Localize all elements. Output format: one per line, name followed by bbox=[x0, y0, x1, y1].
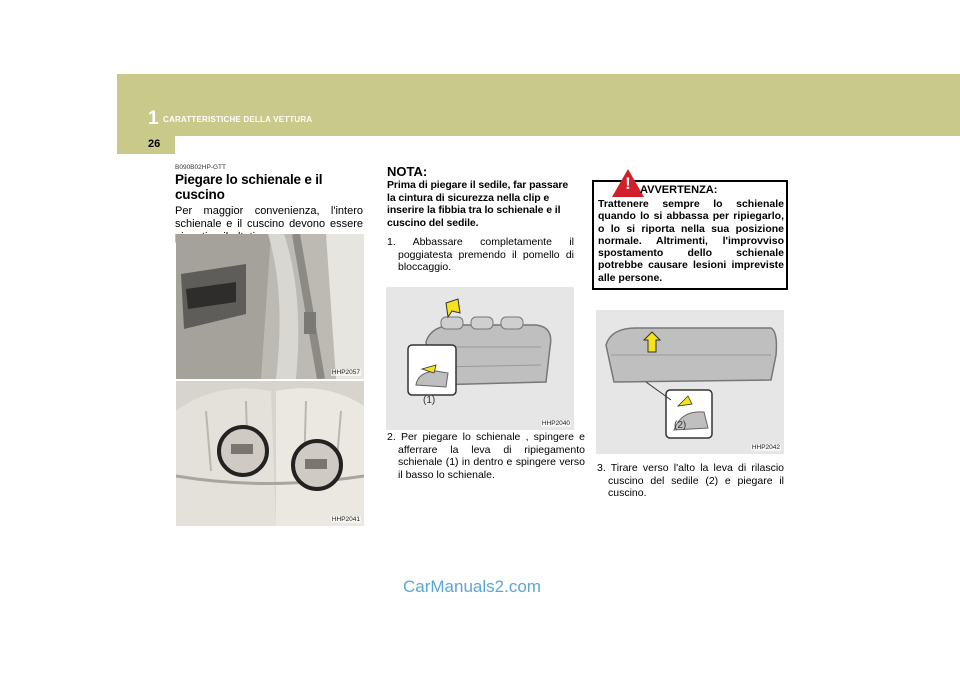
section-code: B090B02HP-GTT bbox=[175, 164, 226, 171]
section-title: Piegare lo schienale e il cuscino bbox=[175, 172, 323, 202]
section-column bbox=[175, 164, 363, 244]
note-title: NOTA: bbox=[387, 164, 428, 179]
photo-bottom-label: HHP2041 bbox=[331, 516, 360, 523]
page-number: 26 bbox=[148, 138, 161, 150]
warning-exclamation-icon: ! bbox=[625, 174, 631, 193]
warning-box bbox=[592, 174, 788, 290]
step-2: 2. Per piegare lo schienale , spingere e afferrare la leva di ripiegamento schienale (1) in dentro e spingere verso il basso lo schienale. bbox=[387, 431, 585, 481]
figure-cushion-lever bbox=[596, 310, 784, 454]
section-intro: Per maggior convenienza, l'intero schienale e il cuscino devono essere bbox=[175, 205, 363, 230]
photo-seatbelt bbox=[176, 234, 364, 379]
note-column bbox=[387, 164, 574, 274]
seatbelt-illustration bbox=[176, 234, 364, 379]
chapter-title: CARATTERISTICHE DELLA VETTURA bbox=[163, 115, 313, 124]
fig-right-label: HHP2042 bbox=[751, 444, 780, 451]
watermark: CarManuals2.com bbox=[403, 577, 541, 596]
figure-backrest-lever bbox=[386, 287, 574, 430]
seat-diagram-1 bbox=[386, 287, 574, 430]
step-1: 1. Abbassare completamente il poggiatesta premendo il pomello di bloccaggio. bbox=[387, 236, 574, 273]
seats-illustration bbox=[176, 381, 364, 526]
fig-right-callout: (2) bbox=[674, 420, 687, 431]
page-tab bbox=[117, 136, 175, 154]
header-band bbox=[117, 74, 960, 136]
photo-top-label: HHP2057 bbox=[331, 369, 360, 376]
warning-body: Trattenere sempre lo schienale quando lo si abbassa per ripiegarlo, o lo si riporta nella sua posizione normale. Altrimenti, l'improvviso spostamento dello schienale potrebbe causare lesioni impreviste alle persone. bbox=[598, 198, 784, 284]
note-body: Prima di piegare il sedile, far passare la cintura di sicurezza nella clip e inserire la fibbia tra lo schienale e il cuscino del sedile. bbox=[387, 179, 569, 229]
warning-title: AVVERTENZA: bbox=[640, 184, 718, 196]
step-3: 3. Tirare verso l'alto la leva di rilascio cuscino del sedile (2) e piegare il cuscino. bbox=[597, 462, 784, 499]
fig-mid-callout: (1) bbox=[423, 395, 436, 406]
chapter-number: 1 bbox=[148, 108, 159, 129]
fig-mid-label: HHP2040 bbox=[541, 420, 570, 427]
photo-seats bbox=[176, 381, 364, 526]
seat-diagram-2 bbox=[596, 310, 784, 454]
